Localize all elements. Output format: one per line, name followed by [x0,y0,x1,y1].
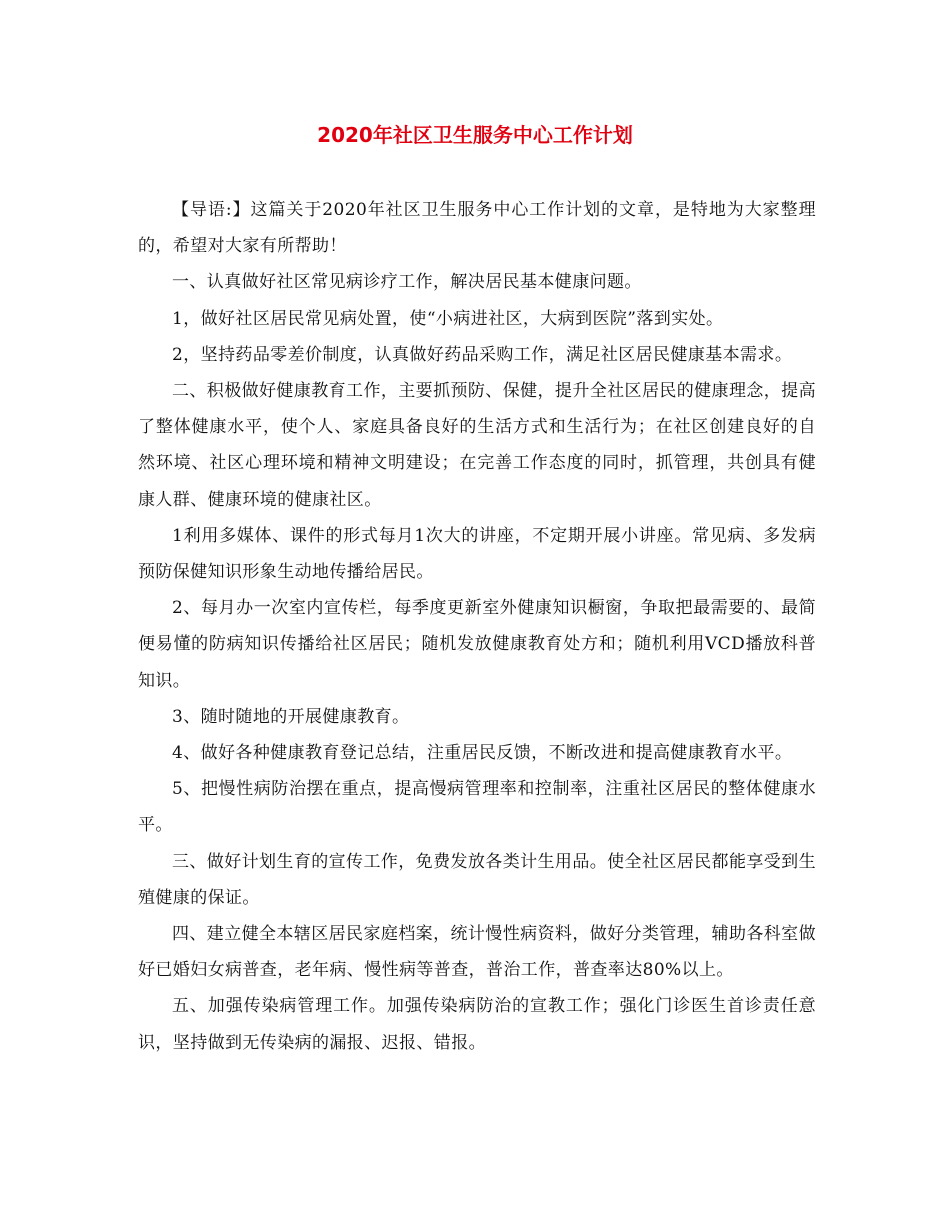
paragraph-item-2-1: 1利用多媒体、课件的形式每月1次大的讲座，不定期开展小讲座。常见病、多发病预防保健知识形象生动地传播给居民。 [138,525,816,583]
paragraph-section-5: 五、加强传染病管理工作。加强传染病防治的宣教工作；强化门诊医生首诊责任意识，坚持做到无传染病的漏报、迟报、错报。 [138,996,816,1053]
document-title: 2020年社区卫生服务中心工作计划 [317,123,633,147]
paragraph-item-1-2: 2，坚持药品零差价制度，认真做好药品采购工作，满足社区居民健康基本需求。 [172,344,793,365]
paragraph-item-2-2: 2、每月办一次室内宣传栏，每季度更新室外健康知识橱窗，争取把最需要的、最简便易懂的防病知识传播给社区居民；随机发放健康教育处方和；随机利用VCD播放科普知识。 [138,598,816,691]
paragraph-intro: 【导语:】这篇关于2020年社区卫生服务中心工作计划的文章，是特地为大家整理的，希望对大家有所帮助！ [138,200,816,257]
document-body [138,192,816,1061]
paragraph-section-3: 三、做好计划生育的宣传工作，免费发放各类计生用品。使全社区居民都能享受到生殖健康的保证。 [138,851,816,908]
paragraph-item-2-5: 5、把慢性病防治摆在重点，提高慢病管理率和控制率，注重社区居民的整体健康水平。 [138,779,816,836]
paragraph-item-2-3: 3、随时随地的开展健康教育。 [172,706,410,727]
paragraph-section-1: 一、认真做好社区常见病诊疗工作，解决居民基本健康问题。 [172,272,642,293]
paragraph-section-2: 二、积极做好健康教育工作，主要抓预防、保健，提升全社区居民的健康理念，提高了整体健康水平，使个人、家庭具备良好的生活方式和生活行为；在社区创建良好的自然环境、社区心理环境和精神文明建设；在完善工作态度的同时，抓管理，共创具有健康人群、健康环境的健康社区。 [138,381,816,510]
paragraph-item-2-4: 4、做好各种健康教育登记总结，注重居民反馈，不断改进和提高健康教育水平。 [172,743,793,764]
paragraph-item-1-1: 1，做好社区居民常见病处置，使“小病进社区，大病到医院”落到实处。 [172,308,724,329]
paragraph-section-4: 四、建立健全本辖区居民家庭档案，统计慢性病资料，做好分类管理，辅助各科室做好已婚妇女病普查，老年病、慢性病等普查，普治工作，普查率达80%以上。 [138,924,816,981]
